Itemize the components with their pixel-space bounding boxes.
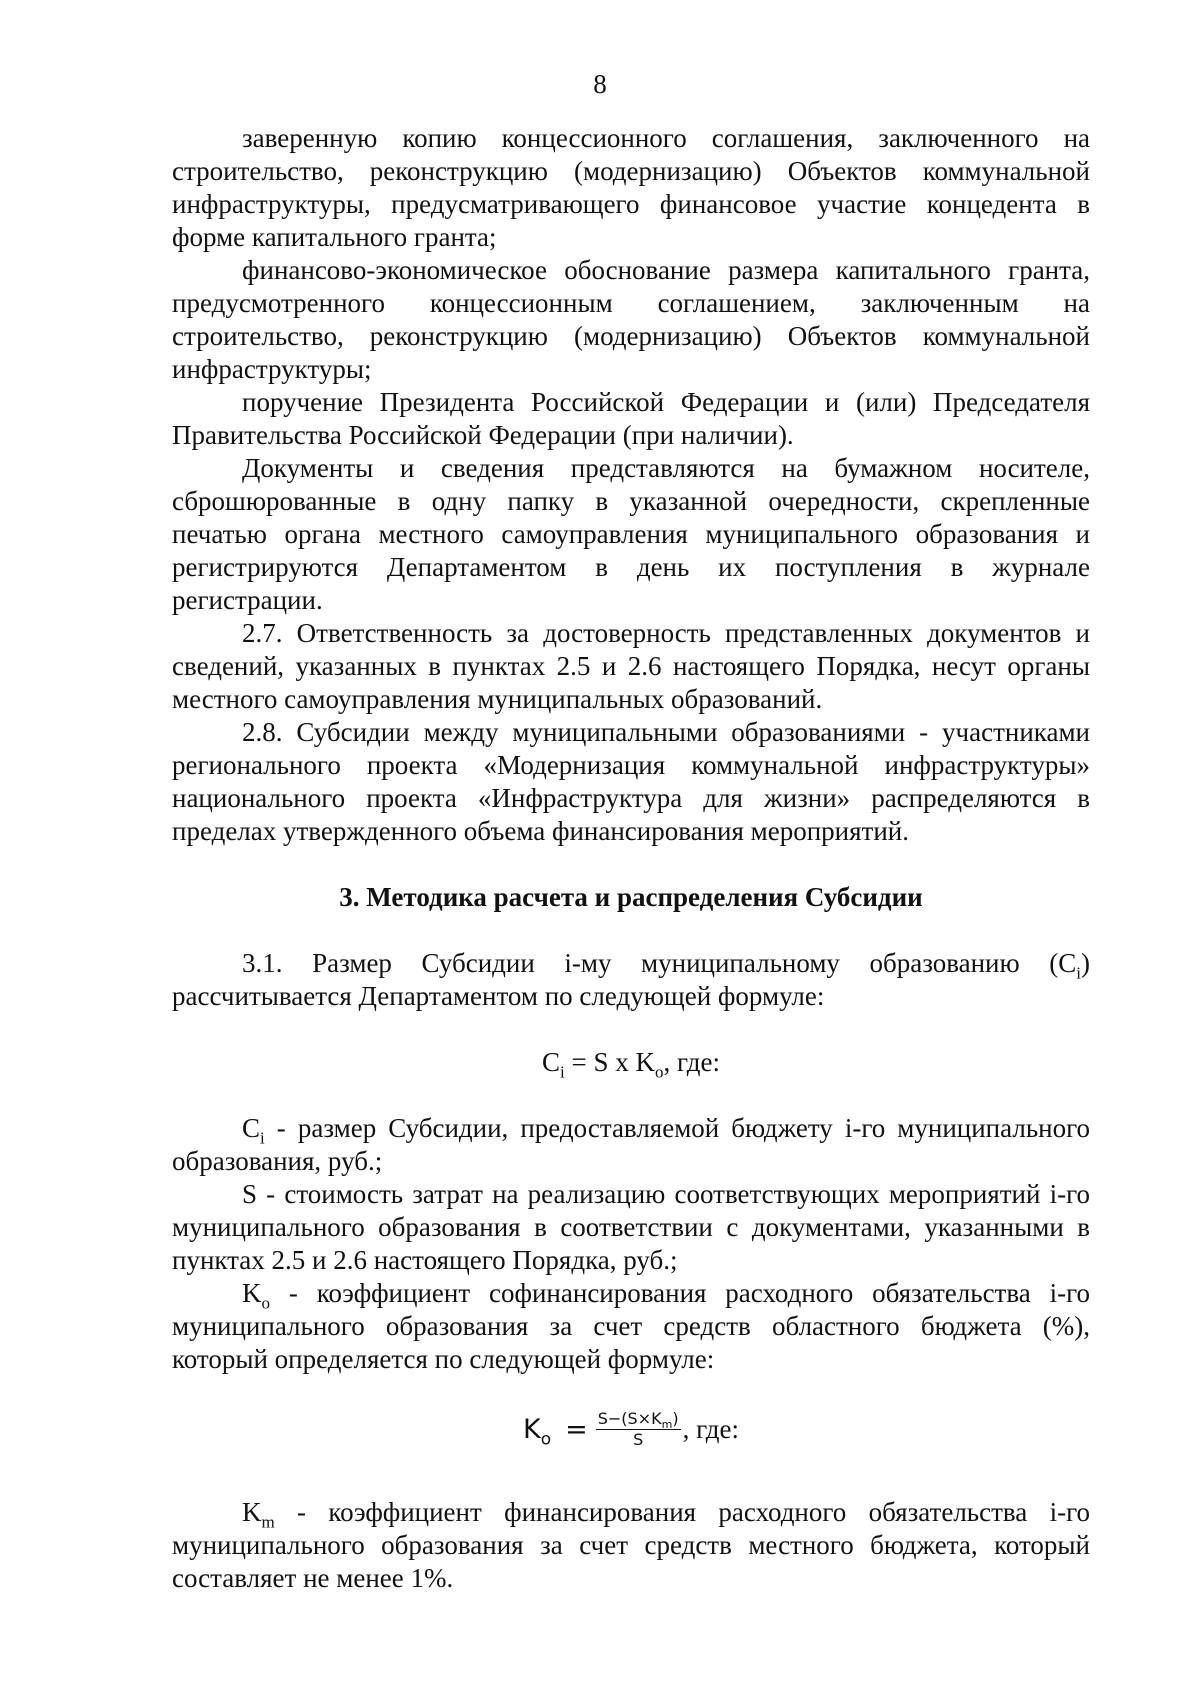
paragraph: заверенную копию концессионного соглашения, заключенного на строительство, реконструкцию (модернизацию) Объектов коммунальной инфраструктуры, предусматривающего финансовое участие концедента в форме капитального гранта;: [172, 123, 1090, 252]
formula-lhs: $K_o$: [522, 1413, 552, 1449]
document-body: [172, 122, 1090, 1595]
formula-ci: $C_i = S$ x $K_o$, где:: [542, 1047, 720, 1082]
definition-km: $K_m$ - коэффициент финансирования расходного обязательства i-го муниципального образования за счет средств местного бюджета, который составляет не менее 1%.: [172, 1497, 1090, 1593]
page-number: 8: [593, 69, 607, 99]
section-heading: 3. Методика расчета и распределения Субсидии: [339, 882, 923, 912]
definition-ci: $C_i$ - размер Субсидии, предоставляемой бюджету i-го муниципального образования, руб.;: [172, 1113, 1090, 1176]
paragraph: 2.8. Субсидии между муниципальными образованиями - участниками регионального проекта «Модернизация коммунальной инфраструктуры» национального проекта «Инфраструктура для жизни» распределяются в пределах утвержденного объема финансирования мероприятий.: [172, 717, 1090, 846]
paragraph: Документы и сведения представляются на бумажном носителе, сброшюрованные в одну папку в указанной очередности, скрепленные печатью органа местного самоуправления муниципального образования и регистрируются Департаментом в день их поступления в журнале регистрации.: [172, 453, 1090, 615]
paragraph-3-1: 3.1. Размер Субсидии i-му муниципальному образованию $(C_i)$ рассчитывается Департаментом по следующей формуле:: [172, 948, 1090, 1011]
formula-ko: [172, 1402, 1090, 1456]
definition-ko: $K_o$ - коэффициент софинансирования расходного обязательства i-го муниципального образования за счет средств областного бюджета (%), который определяется по следующей формуле:: [172, 1278, 1090, 1374]
fraction-numerator: $S-(S\times K_m)$: [597, 1408, 679, 1431]
paragraph: 2.7. Ответственность за достоверность представленных документов и сведений, указанных в пунктах 2.5 и 2.6 настоящего Порядка, несут органы местного самоуправления муниципальных образований.: [172, 618, 1090, 714]
definition-s: S - стоимость затрат на реализацию соответствующих мероприятий i-го муниципального образования в соответствии с документами, указанными в пунктах 2.5 и 2.6 настоящего Порядка, руб.;: [172, 1179, 1090, 1275]
formula-fraction: [596, 1409, 681, 1450]
formula-equals: =: [565, 1413, 588, 1445]
formula-tail: , где:: [682, 1413, 740, 1444]
paragraph: финансово-экономическое обоснование размера капитального гранта, предусмотренного концессионным соглашением, заключенным на строительство, реконструкцию (модернизацию) Объектов коммунальной инфраструктуры;: [172, 255, 1090, 384]
paragraph: поручение Президента Российской Федерации и (или) Председателя Правительства Российской Федерации (при наличии).: [172, 387, 1090, 450]
fraction-denominator: S: [633, 1429, 644, 1449]
